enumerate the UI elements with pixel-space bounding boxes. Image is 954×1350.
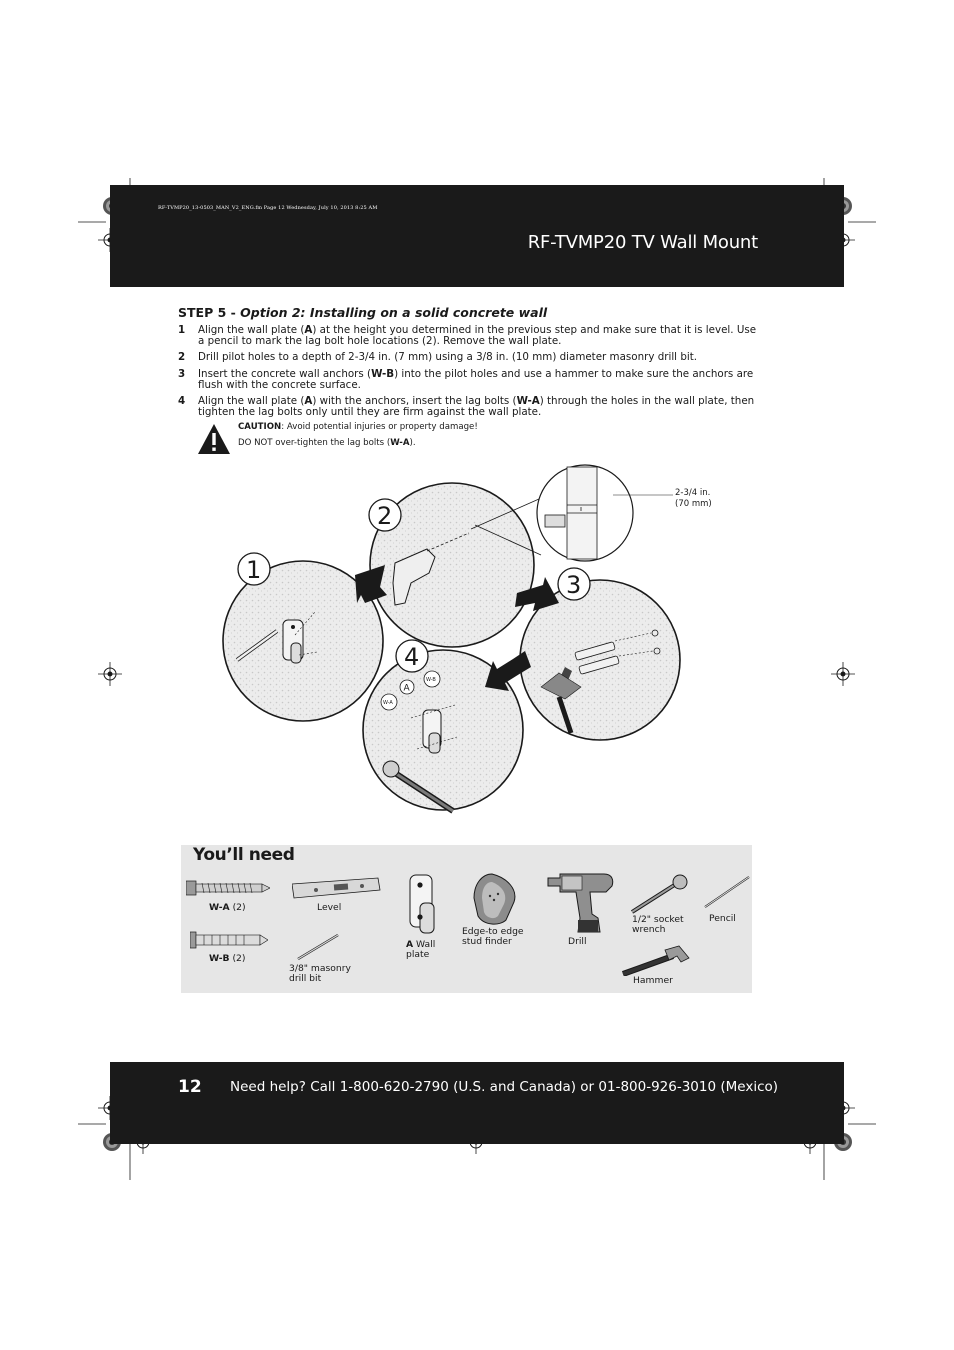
tool-label-pencil: Pencil xyxy=(709,913,736,924)
step-title: Option 2: Installing on a solid concrete wall xyxy=(240,305,548,320)
caution-bold: W-A xyxy=(390,438,410,448)
callout-a xyxy=(400,680,414,694)
help-line: Need help? Call 1-800-620-2790 (U.S. and Canada) or 01-800-926-3010 (Mexico) xyxy=(230,1079,779,1095)
tool-id: A xyxy=(406,939,414,950)
callout-w-a xyxy=(381,694,397,710)
step-item-3 xyxy=(178,369,758,391)
caution-text: ). xyxy=(409,438,416,448)
page-number: 12 xyxy=(178,1077,202,1097)
tool-label-line: Edge-to edge xyxy=(462,926,524,937)
socket-wrench-icon xyxy=(628,874,690,916)
tool-label-line: 1/2" socket xyxy=(632,914,684,925)
depth-label-mm: (70 mm) xyxy=(675,499,712,509)
tool-qty: (2) xyxy=(229,953,246,964)
tool-qty: (2) xyxy=(229,902,246,913)
circle-number-4: 4 xyxy=(404,643,420,671)
step-bold: A xyxy=(304,395,313,407)
lag-bolt-icon xyxy=(186,879,270,897)
step-text: Align the wall plate ( xyxy=(198,324,305,336)
circle-number-2: 2 xyxy=(377,502,393,530)
tool-label-line: 3/8" masonry xyxy=(289,963,351,974)
caution-line-2 xyxy=(238,438,416,448)
you-will-need-title: You’ll need xyxy=(193,845,295,865)
tool-label-drill: Drill xyxy=(568,936,587,947)
step-text: Drill pilot holes to a depth of 2-3/4 in. (7 mm) using a 3/8 in. (10 mm) diameter masonry drill bit. xyxy=(198,351,698,363)
page-title: RF-TVMP20 TV Wall Mount xyxy=(527,232,758,253)
caution-text: : Avoid potential injuries or property damage! xyxy=(281,422,478,432)
step-number: 2 xyxy=(178,351,186,363)
step-item-2 xyxy=(178,352,758,363)
depth-label-inches: 2-3/4 in. xyxy=(675,488,711,498)
callout-w-b-label: W-B xyxy=(426,677,436,683)
tool-label-line: wrench xyxy=(632,924,666,935)
step-text: ) through the holes in the wall plate, then tighten the lag bolts only until they are firm against the wall plate. xyxy=(198,395,755,418)
installation-diagram xyxy=(215,455,735,825)
tool-label-level: Level xyxy=(317,902,342,913)
step-text: ) with the anchors, insert the lag bolts ( xyxy=(312,395,517,407)
step-heading xyxy=(178,305,547,320)
step-label: STEP 5 - xyxy=(178,305,241,320)
callout-a-label: A xyxy=(403,683,410,694)
tool-label-w-b xyxy=(209,954,245,964)
tool-id: W-A xyxy=(209,902,230,913)
level-icon xyxy=(292,876,382,900)
tool-label-drill-bit xyxy=(289,964,351,984)
masonry-drill-bit-icon xyxy=(296,933,340,961)
footer-band xyxy=(110,1062,844,1144)
tool-label-line: drill bit xyxy=(289,973,322,984)
step-text: ) at the height you determined in the previous step and make sure that it is level. Use a pencil to mark the lag bolt hole locations (2). Remove the wall plate. xyxy=(198,324,757,347)
step-text: Align the wall plate ( xyxy=(198,395,305,407)
tool-label-stud-finder xyxy=(462,927,524,947)
pencil-icon xyxy=(703,875,751,909)
circle-number-3: 3 xyxy=(566,571,582,599)
wall-plate-icon xyxy=(283,620,303,663)
tool-label-hammer: Hammer xyxy=(633,975,673,986)
tool-label-socket-wrench xyxy=(632,915,684,935)
step-number: 4 xyxy=(178,395,186,407)
tool-label-wall-plate xyxy=(406,940,435,960)
caution-text: DO NOT over-tighten the lag bolts ( xyxy=(238,438,391,448)
hammer-icon xyxy=(621,944,691,976)
step-item-1 xyxy=(178,325,758,347)
stud-finder-icon xyxy=(470,872,520,926)
step-text: Insert the concrete wall anchors ( xyxy=(198,368,372,380)
step-item-4 xyxy=(178,396,758,418)
wall-anchor-icon xyxy=(190,931,268,949)
warning-triangle-icon xyxy=(197,423,231,455)
callout-w-b xyxy=(424,671,440,687)
tool-label-line: stud finder xyxy=(462,936,512,947)
drill-icon xyxy=(546,870,616,934)
step-bold: W-A xyxy=(516,395,540,407)
step-bold: A xyxy=(304,324,313,336)
print-info-line: RF-TVMP20_13-0503_MAN_V2_ENG.fm Page 12 Wednesday, July 10, 2013 8:25 AM xyxy=(158,205,378,211)
tool-label-line: Wall xyxy=(413,939,436,950)
step-text: ) into the pilot holes and use a hammer to make sure the anchors are flush with the concrete surface. xyxy=(198,368,754,391)
caution-label: CAUTION xyxy=(238,422,282,432)
tool-label-w-a xyxy=(209,903,246,913)
step-number: 3 xyxy=(178,368,186,380)
step-number: 1 xyxy=(178,324,186,336)
tool-label-line: plate xyxy=(406,949,430,960)
caution-line xyxy=(238,422,478,432)
tool-id: W-B xyxy=(209,953,230,964)
circle-number-1: 1 xyxy=(246,556,262,584)
step-bold: W-B xyxy=(371,368,395,380)
wall-plate-icon xyxy=(406,873,442,937)
callout-w-a-label: W-A xyxy=(383,700,393,706)
